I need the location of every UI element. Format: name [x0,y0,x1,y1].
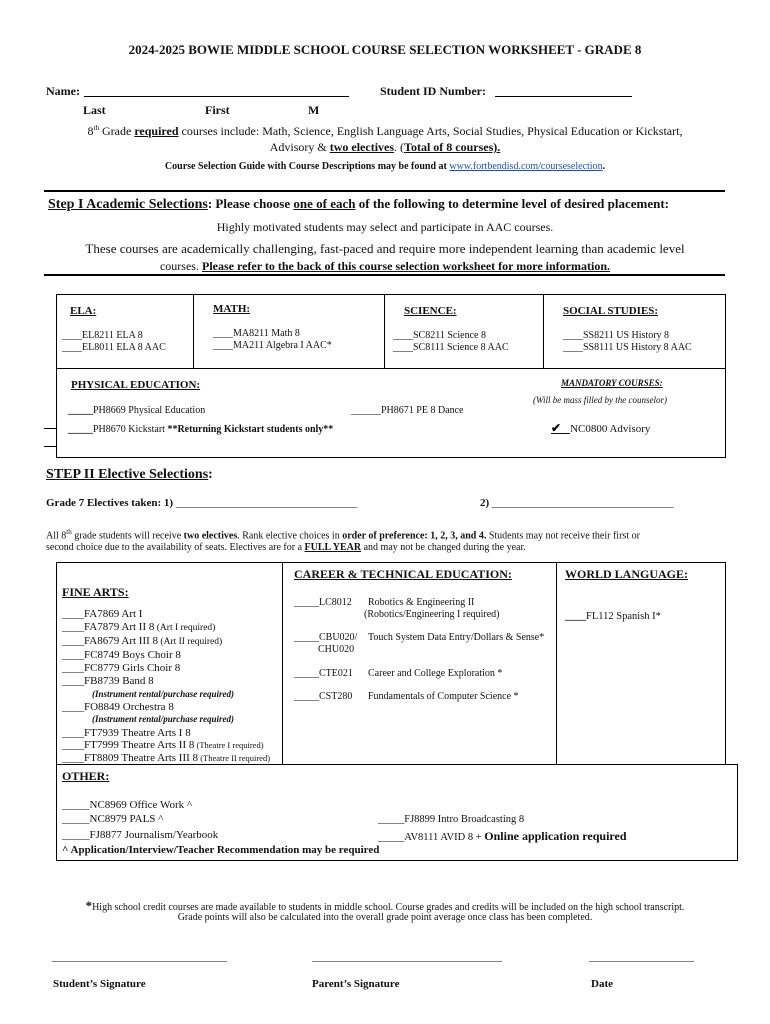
pe-dance-option[interactable]: ______PH8671 PE 8 Dance [351,405,464,416]
kickstart-option[interactable]: _____PH8670 Kickstart **Returning Kickstart students only** [68,424,334,435]
required-courses-line1: 8th Grade required courses include: Math, Science, English Language Arts, Social Studies, Physical Education or Kickstart, [87,124,683,138]
cte-option[interactable]: _____CBU020/ [294,632,358,643]
fine-arts-option[interactable]: ____FC8749 Boys Choir 8 [62,649,181,661]
math-option[interactable]: ____MA8211 Math 8 [213,328,300,339]
divider [44,274,725,276]
parent-signature-label: Parent’s Signature [312,978,400,990]
social-studies-option[interactable]: ____SS8111 US History 8 AAC [563,342,692,353]
fine-arts-option[interactable]: ____FT7999 Theatre Arts II 8 (Theatre I required) [62,739,264,751]
challenge-line1: These courses are academically challenging, fast-paced and require more independent learning than academic level [85,241,685,256]
math-option[interactable]: ____MA211 Algebra I AAC* [213,340,332,351]
aac-note: Highly motivated students may select and participate in AAC courses. [216,220,554,234]
cte-option[interactable]: _____CTE021 [294,668,353,679]
fine-arts-option[interactable]: ____FA8679 Art III 8 (Art II required) [62,635,223,647]
science-option[interactable]: ____SC8211 Science 8 [393,330,486,341]
course-guide-link[interactable]: www.fortbendisd.com/courseselection [449,161,603,172]
advisory-option: ✔ NC0800 Advisory [551,421,651,435]
cte-option-code2: CHU020 [318,644,355,655]
divider [44,446,56,447]
divider [44,428,56,429]
checkmark-icon: ✔ [551,421,562,435]
fine-arts-option[interactable]: ____FA7879 Art II 8 (Art I required) [62,621,216,633]
divider [282,562,283,765]
divider [556,562,557,765]
pe-label: PHYSICAL EDUCATION: [71,379,201,391]
footnote-line2: Grade points will also be calculated into the overall grade point average once class has been completed. [177,912,593,923]
name-last-label: Last [83,103,106,117]
grade7-elective-1-field[interactable]: _________________________________ [175,497,358,509]
footnote-line1: *High school credit courses are made available to students in middle school. Course grades and credits will be included on the high school transcript. [85,898,685,913]
math-label: MATH: [213,303,251,315]
world-language-option[interactable]: ____FL112 Spanish I* [565,611,661,622]
parent-signature-field[interactable]: ______________________________________ [312,952,502,963]
science-label: SCIENCE: [404,305,457,317]
cte-option-desc: Career and College Exploration * [368,668,503,679]
divider [543,294,544,368]
ela-option[interactable]: ____EL8011 ELA 8 AAC [62,342,166,353]
other-note: ^ Application/Interview/Teacher Recommendation may be required [62,844,380,856]
name-middle-label: M [308,103,320,117]
mandatory-note: (Will be mass filled by the counselor) [533,395,667,405]
social-studies-label: SOCIAL STUDIES: [563,305,659,317]
fine-arts-option[interactable]: ____FO8849 Orchestra 8 [62,701,174,713]
divider [193,294,194,368]
course-guide-line: Course Selection Guide with Course Descriptions may be found at www.fortbendisd.com/courseselection. [164,161,606,172]
fine-arts-option[interactable]: ____FB8739 Band 8 [62,675,154,687]
cte-option[interactable]: _____CST280 [294,691,353,702]
other-option[interactable]: _____AV8111 AVID 8 + Online application required [378,829,627,843]
other-option[interactable]: _____NC8969 Office Work ^ [62,799,193,811]
other-label: OTHER: [62,769,110,783]
fine-arts-option[interactable]: ____FT8809 Theatre Arts III 8 (Theatre II required) [62,752,271,763]
cte-option-note: (Robotics/Engineering I required) [364,609,500,620]
cte-option[interactable]: _____LC8012 [294,597,352,608]
band-note: (Instrument rental/purchase required) [92,689,235,699]
fine-arts-option[interactable]: ____FC8779 Girls Choir 8 [62,662,181,674]
ela-option[interactable]: ____EL8211 ELA 8 [62,330,143,341]
divider [56,368,726,369]
mandatory-label: MANDATORY COURSES: [561,378,663,388]
elective-description-line1: All 8th grade students will receive two electives. Rank elective choices in order of preference: 1, 2, 3, and 4. Students may not receive their first or [46,528,640,542]
orchestra-note: (Instrument rental/purchase required) [92,714,235,724]
student-id-label: Student ID Number: [380,84,487,98]
cte-option-desc: Touch System Data Entry/Dollars & Sense* [368,632,545,643]
fine-arts-label: FINE ARTS: [62,585,129,599]
challenge-line2: courses. Please refer to the back of this course selection worksheet for more information. [159,259,611,273]
student-signature-label: Student’s Signature [53,978,146,990]
name-label: Name: [46,84,80,98]
step1-heading: Step I Academic Selections: Please choose one of each of the following to determine level of desired placement: [48,196,669,212]
cte-option-desc: Robotics & Engineering II [368,597,475,608]
other-option[interactable]: _____NC8979 PALS ^ [62,813,164,825]
elective-description-line2: second choice due to the availability of seats. Electives are for a FULL YEAR and may not be changed during the year. [46,542,526,553]
divider [384,294,385,368]
world-language-label: WORLD LANGUAGE: [565,567,689,581]
step2-heading: STEP II Elective Selections: [46,467,213,482]
fine-arts-option[interactable]: ____FT7939 Theatre Arts I 8 [62,727,191,739]
fine-arts-option[interactable]: ____FA7869 Art I [62,608,143,620]
other-option[interactable]: _____FJ8899 Intro Broadcasting 8 [378,814,525,825]
social-studies-option[interactable]: ____SS8211 US History 8 [563,330,670,341]
name-field[interactable] [84,96,349,97]
grade7-elective-2-field[interactable]: _________________________________ [491,497,674,509]
grade7-elective-2: 2) _________________________________ [480,497,674,509]
other-option[interactable]: _____FJ8877 Journalism/Yearbook [62,829,219,841]
name-first-label: First [205,103,230,117]
cte-label: CAREER & TECHNICAL EDUCATION: [294,567,512,581]
date-label: Date [591,978,613,990]
student-id-field[interactable] [495,96,632,97]
divider [44,190,725,192]
date-field[interactable]: _____________________ [589,952,694,963]
science-option[interactable]: ____SC8111 Science 8 AAC [393,342,509,353]
page-title: 2024-2025 BOWIE MIDDLE SCHOOL COURSE SELECTION WORKSHEET - GRADE 8 [128,42,642,57]
cte-option-desc: Fundamentals of Computer Science * [368,691,519,702]
ela-label: ELA: [70,305,97,317]
pe-option[interactable]: _____PH8669 Physical Education [68,405,206,416]
student-signature-field[interactable]: ___________________________________ [52,952,227,963]
grade7-electives-line: Grade 7 Electives taken: 1) _________________________________ [46,497,358,509]
required-courses-line2: Advisory & two electives. (Total of 8 courses). [269,140,501,154]
